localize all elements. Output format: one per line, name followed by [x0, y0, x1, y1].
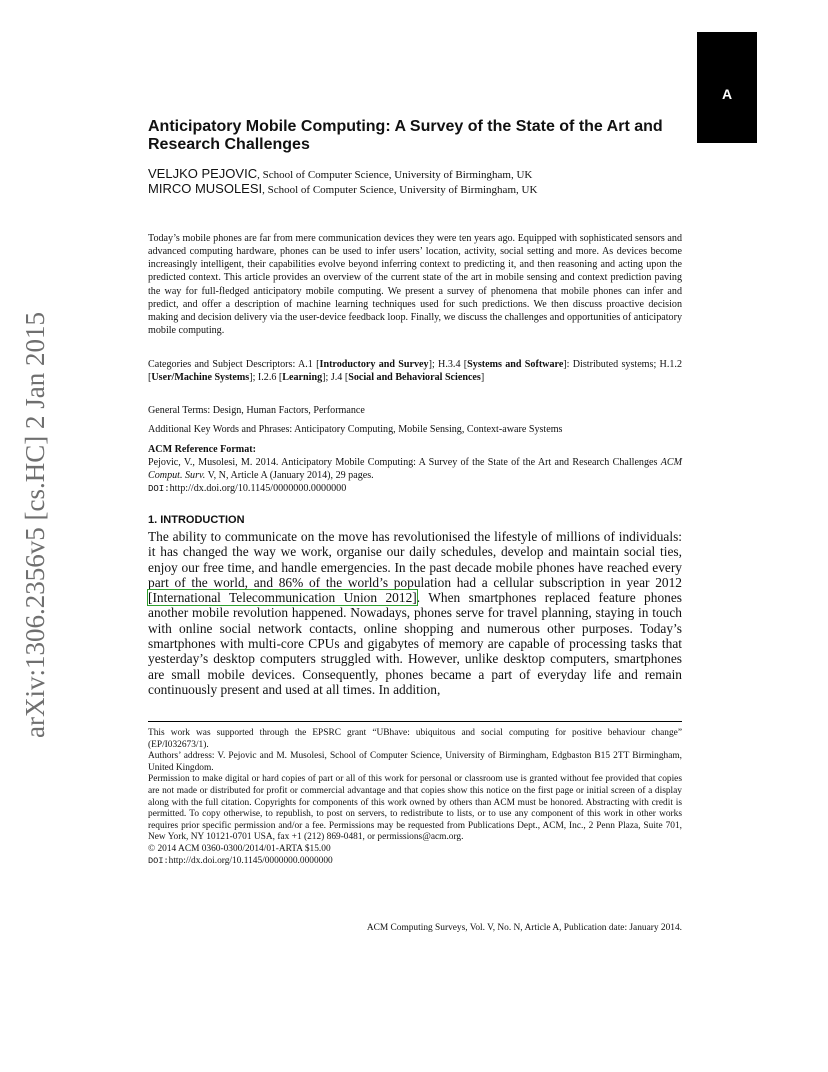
footnote-divider	[148, 721, 682, 722]
author-line	[148, 166, 688, 181]
article-letter-tab	[697, 32, 757, 143]
categories-text: Categories and Subject Descriptors: A.1 [	[148, 359, 320, 370]
author-line	[148, 181, 688, 196]
footnote-doi	[148, 856, 682, 868]
categories-text: ]; H.3.4 [	[428, 359, 468, 370]
categories-text: ]; I.2.6 [	[249, 372, 283, 384]
doi-label: DOI:	[148, 484, 170, 495]
doi-label: DOI:	[148, 855, 169, 866]
intro-text: . When smartphones replaced feature phones another mobile revolution happened. Nowadays, phones serve for travel planning, staying in touch with online social network contacts, online shopping and numerous other purposes. Today’s smartphones with multi-core CPUs and gigabytes of memory are capable of processing tasks that yesterday’s desktop computers struggled with. However, unlike desktop computers, smartphones are small mobile devices. Consequently, phones became a part of everyday life and remain continuously present and used at all times. In addition,	[148, 590, 682, 697]
doi-link[interactable]: http://dx.doi.org/10.1145/0000000.0000000	[169, 483, 347, 495]
author-name: MIRCO MUSOLESI	[148, 181, 263, 196]
author-affiliation: , School of Computer Science, University of Birmingham, UK	[257, 169, 533, 181]
categories-text: ]	[480, 372, 485, 384]
footnote-address: Authors’ address: V. Pejovic and M. Musolesi, School of Computer Science, University of Birmingham, Edgbaston B15 2TT Birmingham, United Kingdom.	[148, 751, 682, 773]
author-affiliation: , School of Computer Science, University of Birmingham, UK	[262, 184, 538, 196]
intro-paragraph	[148, 529, 682, 697]
reference-text: Pejovic, V., Musolesi, M. 2014. Anticipatory Mobile Computing: A Survey of the State of the Art and Research Challenges	[148, 457, 661, 469]
article-letter: A	[721, 86, 733, 102]
arxiv-stamp	[18, 300, 52, 750]
footnote-copyright: © 2014 ACM 0360-0300/2014/01-ARTA $15.00	[148, 843, 331, 854]
running-footer: ACM Computing Surveys, Vol. V, No. N, Article A, Publication date: January 2014.	[366, 923, 682, 933]
section-heading: 1. INTRODUCTION	[148, 514, 245, 526]
categories-text: ]; J.4 [	[322, 372, 349, 384]
doi-link[interactable]: http://dx.doi.org/10.1145/0000000.0000000	[168, 855, 333, 866]
categories-descriptors	[148, 358, 682, 384]
reference-journal: ACM Comput. Surv.	[148, 457, 682, 482]
keywords: Additional Key Words and Phrases: Anticipatory Computing, Mobile Sensing, Context-aware Systems	[148, 424, 563, 435]
reference-format-heading: ACM Reference Format:	[148, 444, 256, 455]
arxiv-identifier: arXiv:1306.2356v5 [cs.HC] 2 Jan 2015	[20, 312, 50, 738]
category-term: Introductory and Survey	[319, 359, 429, 370]
reference-format-citation	[148, 456, 682, 482]
intro-text: The ability to communicate on the move has revolutionised the lifestyle of millions of individuals: it has changed the way we work, organise our daily schedules, develop and maintain social ties, enjoy our free time, and handle emergencies. In the past decade mobile phones have reached every part of the world, and 86% of the world’s population had a cellular subscription in year 2012	[148, 529, 682, 590]
reference-text: V, N, Article A (January 2014), 29 pages.	[205, 470, 374, 482]
footnotes	[148, 728, 682, 867]
footnote-funding: This work was supported through the EPSRC grant “UBhave: ubiquitous and social computing for positive behaviour change” (EP/I032673/1).	[148, 728, 682, 750]
category-term: User/Machine Systems	[151, 372, 250, 384]
category-term: Systems and Software	[467, 359, 564, 370]
general-terms: General Terms: Design, Human Factors, Performance	[148, 405, 365, 416]
category-term: Social and Behavioral Sciences	[348, 372, 481, 384]
footnote-permission: Permission to make digital or hard copies of part or all of this work for personal or classroom use is granted without fee provided that copies are not made or distributed for profit or commercial advantage and that copies show this notice on the first page or initial screen of a display along with the full citation. Copyrights for components of this work owned by others than ACM must be honored. Abstracting with credit is permitted. To copy otherwise, to republish, to post on servers, to redistribute to lists, or to use any component of this work in other works requires prior specific permission and/or a fee. Permissions may be requested from Publications Dept., ACM, Inc., 2 Penn Plaza, Suite 701, New York, NY 10121-0701 USA, fax +1 (212) 869-0481, or permissions@acm.org.	[148, 774, 682, 843]
category-term: Learning	[282, 372, 323, 384]
categories-text: ]: Distributed systems; H.1.2 [	[148, 359, 682, 384]
citation-link[interactable]: [International Telecommunication Union 2012]	[148, 590, 417, 606]
paper-title: Anticipatory Mobile Computing: A Survey of the State of the Art and Research Challenges	[148, 118, 663, 153]
reference-format	[148, 443, 682, 497]
reference-doi	[148, 482, 682, 496]
author-name: VELJKO PEJOVIC	[148, 166, 258, 181]
abstract: Today’s mobile phones are far from mere communication devices they were ten years ago. Equipped with sophisticated sensors and advanced computing hardware, phones can be used to infer users’ location, activity, social setting and more. As devices become increasingly intelligent, their capabilities evolve beyond inferring context to predicting it, and then reasoning and acting upon the predicted context. This article provides an overview of the current state of the art in mobile sensing and context prediction paving the way for full-fledged anticipatory mobile computing. We present a survey of phenomena that mobile phones can infer and predict, and offer a description of machine learning techniques used for such predictions. We then discuss proactive decision making and decision delivery via the user-device feedback loop. Finally, we discuss the challenges and opportunities of anticipatory mobile computing.	[148, 233, 682, 337]
